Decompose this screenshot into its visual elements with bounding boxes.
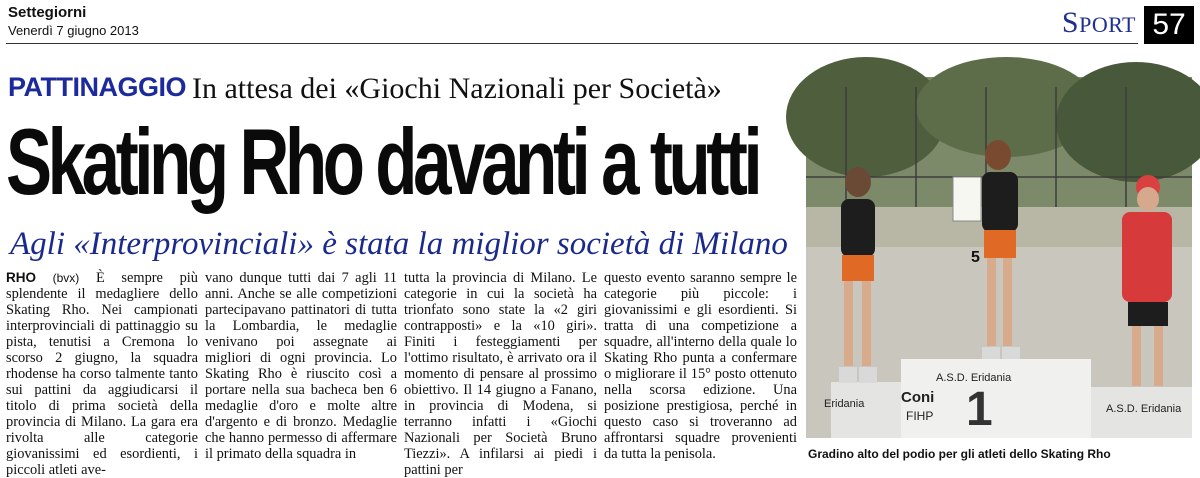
byline: (bvx) xyxy=(52,271,80,285)
article-column-4 xyxy=(604,270,797,465)
section-name xyxy=(1062,6,1136,40)
photo-caption: Gradino alto del podio per gli atleti dello Skating Rho xyxy=(808,447,1111,461)
section-rest: PORT xyxy=(1079,12,1136,37)
podium-logo-line1: Coni xyxy=(901,389,935,406)
headline: Skating Rho davanti a tutti xyxy=(6,109,759,214)
column-1-text: È sempre più splendente il medagliere dello Skating Rho. Nei campionati interprovinciali di pattinaggio su pista, tenutisi a Cremona lo scorso 2 giugno, la squadra rhodense ha corso talmente tanto sui pattini da aggiudicarsi il titolo di prima società della provincia di Milano. La gara era rivolta alle categorie giovanissimi ed esordienti, i piccoli atleti ave- xyxy=(6,270,198,478)
podium-right-label: A.S.D. Eridania xyxy=(1106,403,1182,415)
article-column-1 xyxy=(6,270,198,478)
podium-photo-illustration xyxy=(806,77,1192,438)
dateline: RHO xyxy=(6,270,36,285)
diploma xyxy=(953,177,981,221)
article-column-2 xyxy=(205,270,397,465)
podium-photo xyxy=(806,77,1192,438)
kicker: PATTINAGGIO xyxy=(8,72,186,102)
publication-name: Settegiorni xyxy=(8,4,87,21)
podium-logo-line2: FIHP xyxy=(906,409,934,423)
publication-date: Venerdì 7 giugno 2013 xyxy=(8,23,139,38)
column-3-text: tutta la provincia di Milano. Le categorie in cui la società ha trionfato sono state la «2 giri contrapposti» e la «10 giri». Finiti i festeggiamenti per l'ottimo risultato, è arrivato ora il momento di pensare al prossimo obiettivo. Il 14 giugno a Fanano, in provincia di Modena, si terranno infatti i «Giochi Nazionali per Società Bruno Tiezzi». A infilarsi ai piedi i pattini per xyxy=(404,270,597,478)
overline: In attesa dei «Giochi Nazionali per Società» xyxy=(192,72,722,105)
podium-center-label: A.S.D. Eridania xyxy=(936,372,1012,384)
section-initial: S xyxy=(1061,6,1080,39)
athlete-bib: 5 xyxy=(971,249,980,266)
subheadline: Agli «Interprovinciali» è stata la miglior società di Milano xyxy=(10,226,788,262)
column-4-text: questo evento saranno sempre le categorie più piccole: i giovanissimi e gli esordienti. Si tratta di una competizione a squadre, all'interno della quale lo Skating Rho punta a confermare o migliorare il 15° posto ottenuto nella scorsa edizione. Una posizione prestigiosa, perché in questo caso si troveranno ad affrontarsi squadre provenienti da tutta la penisola. xyxy=(604,270,797,462)
page-number: 57 xyxy=(1144,6,1194,44)
podium-left-label: Eridania xyxy=(824,398,865,410)
podium-number: 1 xyxy=(966,383,993,436)
article-column-3 xyxy=(404,270,597,478)
column-2-text: vano dunque tutti dai 7 agli 11 anni. Anche se alle competizioni partecipavano pattinatori di tutta la Lombardia, le medaglie venivano poi assegnate ai migliori di ogni provincia. Lo Skating Rho è riuscito così a portare nella sua bacheca ben 6 medaglie d'oro e molte altre d'argento e di bronzo. Medaglie che hanno permesso di affermare il primato della squadra in xyxy=(205,270,397,462)
masthead-rule xyxy=(6,43,1138,44)
